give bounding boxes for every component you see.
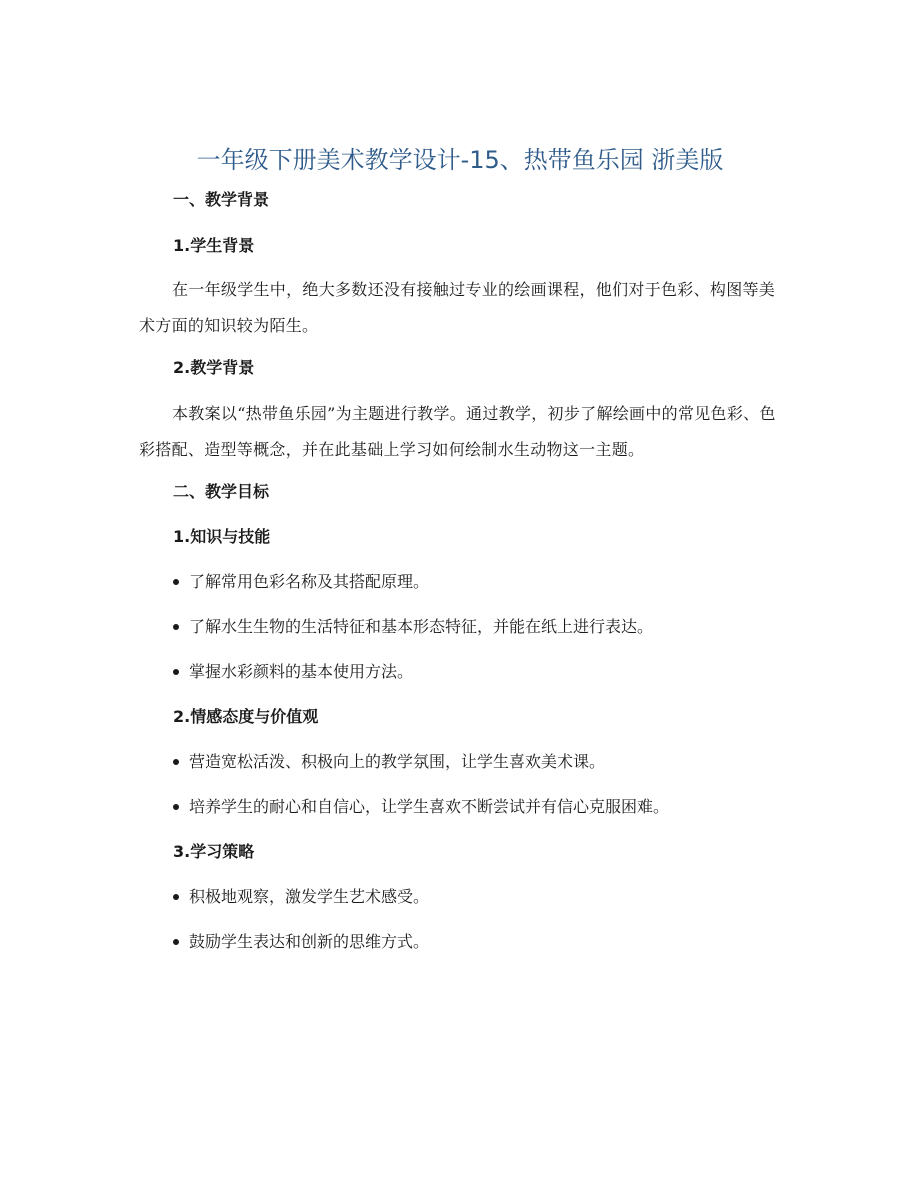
section-heading-objectives: 二、教学目标: [173, 482, 270, 501]
list-item-text: 营造宽松活泼、积极向上的教学氛围，让学生喜欢美术课。: [189, 752, 606, 771]
list-item: [173, 931, 429, 953]
bullet-icon: [173, 579, 179, 585]
list-item-text: 了解水生生物的生活特征和基本形态特征，并能在纸上进行表达。: [189, 617, 654, 636]
list-item: [173, 571, 429, 593]
bullet-icon: [173, 759, 179, 765]
list-item: [173, 751, 605, 773]
list-item: [173, 796, 669, 818]
list-item-text: 了解常用色彩名称及其搭配原理。: [189, 572, 430, 591]
bullet-icon: [173, 939, 179, 945]
paragraph-student-background: 在一年级学生中，绝大多数还没有接触过专业的绘画课程，他们对于色彩、构图等美术方面的知识较为陌生。: [139, 280, 776, 335]
list-item: [173, 661, 413, 683]
bullet-icon: [173, 894, 179, 900]
bullet-icon: [173, 669, 179, 675]
subsection-heading-attitudes-values: 2.情感态度与价值观: [173, 707, 319, 726]
list-item-text: 鼓励学生表达和创新的思维方式。: [189, 932, 430, 951]
document-title: 一年级下册美术教学设计-15、热带鱼乐园 浙美版: [196, 146, 724, 174]
list-item-text: 积极地观察，激发学生艺术感受。: [189, 887, 430, 906]
list-item-text: 掌握水彩颜料的基本使用方法。: [189, 662, 414, 681]
subsection-heading-teaching-background: 2.教学背景: [173, 358, 255, 377]
list-item-text: 培养学生的耐心和自信心，让学生喜欢不断尝试并有信心克服困难。: [189, 797, 670, 816]
list-item: [173, 886, 429, 908]
paragraph-teaching-background: 本教案以“热带鱼乐园”为主题进行教学。通过教学，初步了解绘画中的常见色彩、色彩搭配、造型等概念，并在此基础上学习如何绘制水生动物这一主题。: [139, 404, 776, 459]
bullet-icon: [173, 804, 179, 810]
subsection-heading-student-background: 1.学生背景: [173, 236, 255, 255]
list-item: [173, 616, 653, 638]
subsection-heading-learning-strategies: 3.学习策略: [173, 842, 255, 861]
bullet-icon: [173, 624, 179, 630]
section-heading-background: 一、教学背景: [173, 190, 270, 209]
subsection-heading-knowledge-skills: 1.知识与技能: [173, 527, 271, 546]
